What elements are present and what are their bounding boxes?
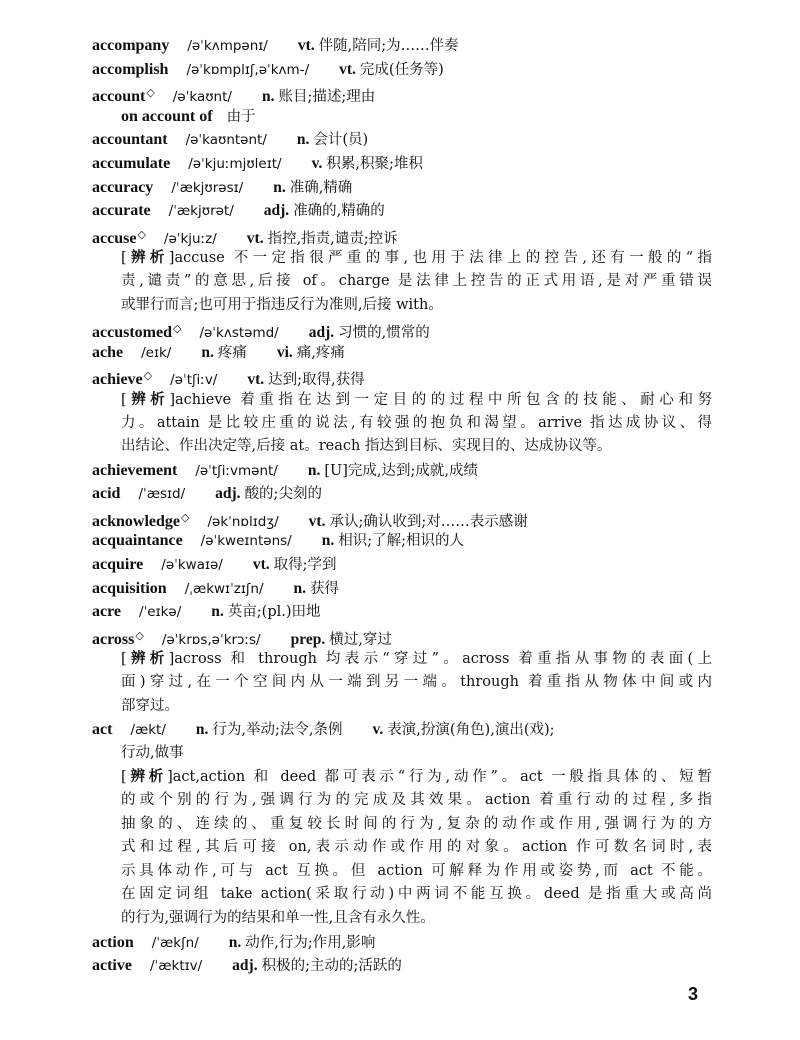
usage-note-line	[92, 270, 712, 294]
dictionary-entry	[92, 34, 712, 58]
usage-note-text: 责,谴责”的意思,后接 of。charge 是法律上控告的正式用语,是对严重错误	[121, 272, 712, 289]
part-of-speech: prep.	[290, 630, 326, 648]
headword: action	[92, 933, 134, 951]
dictionary-entry	[92, 529, 712, 553]
dictionary-entry	[92, 58, 712, 82]
definition: 动作,行为;作用,影响	[245, 934, 376, 951]
headword: account	[92, 88, 146, 106]
phonetic: /əˈkaʊnt/	[172, 89, 232, 106]
usage-note-line	[92, 435, 712, 459]
definition: 指控,指责,谴责;控诉	[267, 230, 398, 247]
dictionary-entry	[92, 317, 712, 341]
phonetic: /ˈæktɪv/	[149, 958, 203, 975]
headword: accountant	[92, 131, 168, 149]
dictionary-entry	[92, 364, 712, 388]
usage-note-text: 部穿过。	[121, 697, 179, 714]
part-of-speech: vi.	[276, 343, 293, 361]
dictionary-entry	[92, 482, 712, 506]
part-of-speech: vt.	[308, 512, 326, 530]
headword: achieve	[92, 371, 143, 389]
usage-note-text: 的或个别的行为,强调行为的完成及其效果。action 着重行动的过程,多指	[121, 792, 712, 808]
definition: 表演,扮演(角色),演出(戏);	[387, 722, 555, 739]
usage-note-label: 辨析	[126, 249, 169, 267]
definition: 痛,疼痛	[296, 344, 345, 361]
part-of-speech: n.	[228, 933, 242, 951]
usage-note-line	[92, 860, 712, 884]
headword: accumulate	[92, 154, 171, 172]
phonetic: /əˈkjuːmjʊleɪt/	[188, 155, 282, 172]
dictionary-entry	[92, 223, 712, 247]
dictionary-entry	[92, 128, 712, 152]
definition: 横过,穿过	[329, 631, 392, 648]
headword: achievement	[92, 461, 178, 479]
usage-note-line: [辨析]across 和 through 均表示“穿过”。across 着重指从事物的表面(上	[121, 650, 712, 668]
phonetic: /ˈæsɪd/	[138, 486, 186, 503]
part-of-speech: vt.	[246, 229, 264, 247]
definition: 取得;学到	[273, 557, 337, 574]
phonetic: /ækt/	[130, 722, 166, 739]
phonetic: /əˈkrɒs,əˈkrɔːs/	[161, 631, 261, 648]
headword: accuse	[92, 229, 137, 247]
usage-note-label: 辨析	[126, 768, 168, 786]
phonetic: /əˈtʃiːv/	[170, 372, 218, 389]
usage-note-text: accuse 不一定指很严重的事,也用于法律上的控告,还有一般的“指	[174, 250, 712, 267]
definition: 行动,做事	[121, 744, 184, 761]
part-of-speech: vt.	[339, 60, 356, 78]
part-of-speech: v.	[372, 721, 384, 739]
usage-note-text: 或罪行而言;也可用于指违反行为准则,后接 with。	[121, 296, 443, 313]
dictionary-entry	[92, 81, 712, 105]
definition: 达到;取得,获得	[268, 372, 365, 389]
definition: 账目;描述;理由	[278, 89, 376, 106]
dictionary-entry	[92, 577, 712, 601]
dictionary-entry	[92, 931, 712, 955]
part-of-speech: n.	[201, 343, 214, 361]
part-of-speech: v.	[311, 154, 323, 172]
headword: acquisition	[92, 579, 167, 597]
phonetic: /ˈækʃn/	[151, 934, 199, 951]
headword: accurate	[92, 202, 151, 220]
usage-note-text: 式和过程,其后可接 on,表示动作或作用的对象。action 作可数名词时,表	[121, 839, 712, 856]
phonetic: /ˈækjʊrəsɪ/	[171, 179, 244, 196]
usage-note-text: 出结论、作出决定等,后接 at。reach 指达到目标、实现目的、达成协议等。	[121, 438, 612, 455]
headword: accompany	[92, 37, 170, 54]
dictionary-entry	[92, 954, 712, 978]
key-word-marker: ◇	[135, 628, 144, 642]
phonetic: /ˌækwɪˈzɪʃn/	[184, 580, 264, 597]
headword: acquire	[92, 556, 144, 574]
definition: 积累,积聚;堆积	[326, 155, 423, 172]
headword: accomplish	[92, 60, 169, 78]
usage-note-label: 辨析	[126, 650, 169, 668]
definition: 疼痛	[217, 344, 247, 361]
headword: accustomed	[92, 324, 172, 342]
usage-note-text: achieve 着重指在达到一定目的的过程中所包含的技能、耐心和努	[175, 391, 712, 408]
headword: acknowledge	[92, 512, 180, 530]
part-of-speech: n.	[293, 579, 307, 597]
usage-note-text: 抽象的、连续的、重复较长时间的行为,复杂的动作或作用,强调行为的方	[121, 815, 712, 832]
part-of-speech: n.	[261, 88, 275, 106]
headword: act	[92, 721, 113, 739]
phrase-entry	[92, 105, 712, 129]
definition: 酸的;尖刻的	[244, 486, 322, 503]
part-of-speech: adj.	[308, 324, 335, 342]
part-of-speech: n.	[307, 461, 321, 479]
phonetic: /əˈkjuːz/	[163, 230, 217, 247]
part-of-speech: n.	[211, 603, 224, 621]
key-word-marker: ◇	[172, 322, 182, 336]
phonetic: /əˈkʌstəmd/	[199, 325, 279, 342]
key-word-marker: ◇	[146, 86, 155, 100]
usage-note-line	[92, 813, 712, 837]
dictionary-entry	[92, 506, 712, 530]
dictionary-entry	[92, 459, 712, 483]
phonetic: /əˈkɒmplɪʃ,əˈkʌm-/	[186, 61, 310, 78]
usage-note-text: across 和 through 均表示“穿过”。across 着重指从事物的表面(上	[174, 651, 712, 668]
usage-note-text: 示具体动作,可与 act 互换。但 action 可解释为作用或姿势,而 act 不能。	[121, 862, 712, 879]
headword: acid	[92, 485, 121, 503]
headword: acre	[92, 603, 122, 621]
usage-note-line	[92, 836, 712, 860]
definition: 获得	[310, 580, 340, 597]
definition: 英亩;(pl.)田地	[227, 604, 321, 621]
usage-note-text: act,action 和 deed 都可表示“行为,动作”。act 一般指具体的、短暂	[172, 769, 712, 786]
headword: active	[92, 957, 132, 975]
dictionary-entry	[92, 152, 712, 176]
usage-note-line: [辨析]achieve 着重指在达到一定目的的过程中所包含的技能、耐心和努	[121, 390, 712, 408]
phonetic: /əˈkʌmpənɪ/	[187, 38, 268, 54]
phonetic: /əkˈnɒlɪdʒ/	[207, 513, 279, 530]
phonetic: /əˈtʃiːvmənt/	[195, 462, 278, 479]
part-of-speech: adj.	[215, 485, 241, 503]
usage-note-line	[92, 695, 712, 719]
usage-note-line	[92, 907, 712, 931]
definition: 准确的,精确的	[293, 203, 385, 220]
dictionary-entry	[92, 718, 712, 742]
headword: across	[92, 630, 135, 648]
dictionary-entry	[92, 176, 712, 200]
key-word-marker: ◇	[181, 510, 190, 524]
headword: acquaintance	[92, 532, 183, 550]
phonetic: /əˈkweɪntəns/	[200, 533, 292, 550]
definition: 行为,举动;法令,条例	[212, 722, 343, 739]
phrase: on account of	[121, 107, 213, 125]
definition: 相识;了解;相识的人	[338, 533, 464, 550]
definition: 习惯的,惯常的	[338, 325, 430, 342]
part-of-speech: n.	[273, 178, 286, 196]
phonetic: /əˈkwaɪə/	[161, 557, 223, 574]
part-of-speech: n.	[195, 721, 209, 739]
phrase-definition: 由于	[226, 108, 256, 125]
definition: 准确,精确	[289, 179, 353, 196]
usage-note-line: [辨析]accuse 不一定指很严重的事,也用于法律上的控告,还有一般的“指	[121, 249, 712, 267]
dictionary-entry	[92, 624, 712, 648]
part-of-speech: vt.	[297, 37, 315, 54]
phonetic: /əˈkaʊntənt/	[185, 132, 267, 149]
definition: [U]完成,达到;成就,成绩	[324, 462, 478, 479]
part-of-speech: adj.	[232, 957, 258, 975]
dictionary-entry	[92, 553, 712, 577]
usage-note-text: 在固定词组 take action(采取行动)中两词不能互换。deed 是指重大或高尚	[121, 886, 712, 903]
definition: 承认;确认收到;对……表示感谢	[329, 513, 528, 530]
part-of-speech: vt.	[247, 371, 265, 389]
dictionary-page	[92, 34, 712, 978]
usage-note-label: 辨析	[126, 390, 170, 408]
definition: 会计(员)	[313, 132, 369, 149]
headword: accuracy	[92, 178, 154, 196]
usage-note-line	[92, 671, 712, 695]
usage-note-text: 的行为,强调行为的结果和单一性,且含有永久性。	[121, 909, 435, 926]
usage-note-line	[92, 412, 712, 436]
phonetic: /ˈækjʊrət/	[168, 203, 234, 220]
dictionary-entry	[92, 199, 712, 223]
usage-note-line	[92, 789, 712, 813]
usage-note-text: 面)穿过,在一个空间内从一端到另一端。through 着重指从物体中间或内	[121, 674, 712, 691]
usage-note-line: [辨析]act,action 和 deed 都可表示“行为,动作”。act 一般指具体的、短暂	[121, 768, 712, 786]
phonetic: /ˈeɪkə/	[139, 604, 182, 621]
definition: 完成(任务等)	[359, 61, 444, 78]
definition: 积极的;主动的;活跃的	[261, 958, 402, 975]
key-word-marker: ◇	[137, 227, 146, 241]
definition-continuation	[92, 742, 712, 766]
usage-note-line	[92, 883, 712, 907]
headword: ache	[92, 343, 124, 361]
dictionary-entry	[92, 341, 712, 365]
key-word-marker: ◇	[143, 369, 153, 383]
part-of-speech: adj.	[263, 202, 290, 220]
definition: 伴随,陪同;为……伴奏	[318, 38, 459, 54]
part-of-speech: n.	[321, 532, 335, 550]
usage-note-text: 力。attain 是比较庄重的说法,有较强的抱负和渴望。arrive 指达成协议、得	[121, 414, 712, 431]
page-number: 3	[688, 984, 699, 1004]
part-of-speech: vt.	[252, 556, 270, 574]
usage-note-line	[92, 294, 712, 318]
dictionary-entry	[92, 600, 712, 624]
part-of-speech: n.	[296, 131, 310, 149]
phonetic: /eɪk/	[141, 344, 172, 361]
